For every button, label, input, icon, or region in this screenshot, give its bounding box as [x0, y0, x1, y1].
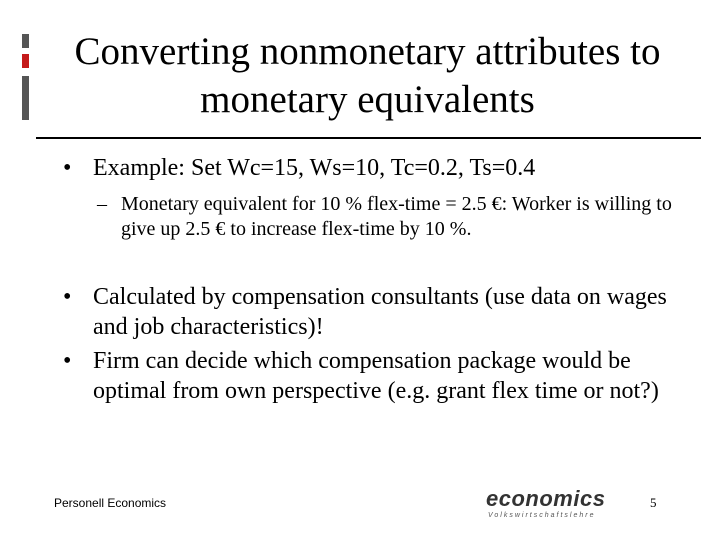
bullet-marker: • — [63, 348, 72, 374]
bullet-item — [63, 282, 683, 346]
sub-bullet-marker: – — [97, 193, 107, 215]
slide-title: Converting nonmonetary attributes to monetary equivalents — [74, 30, 661, 121]
bullet-item — [63, 346, 683, 442]
sub-bullet-text: Monetary equivalent for 10 % flex-time = 2.5 €: Worker is willing to give up 2.5 € to increase flex-time by 10 %. — [121, 193, 672, 240]
bullet-text: Example: Set Wc=15, Ws=10, Tc=0.2, Ts=0.4 — [93, 155, 536, 181]
logo-tagline: Volkswirtschaftslehre — [488, 512, 596, 519]
page-number: 5 — [650, 495, 657, 510]
bullet-marker: • — [63, 155, 72, 181]
footer-course-name: Personell Economics — [54, 496, 167, 510]
accent-bar-red — [22, 54, 29, 68]
title-divider — [36, 137, 701, 139]
bullet-text: Firm can decide which compensation package would be optimal from own perspective (e.g. grant flex time or not?) — [93, 348, 659, 404]
bullet-text: Calculated by compensation consultants (use data on wages and job characteristics)! — [93, 284, 667, 340]
accent-bar-bottom — [22, 76, 29, 120]
economics-logo — [486, 488, 626, 522]
bullet-marker: • — [63, 284, 72, 310]
accent-bar-top — [22, 34, 29, 48]
logo-wordmark: economics — [486, 486, 606, 511]
bullet-item — [63, 153, 683, 185]
